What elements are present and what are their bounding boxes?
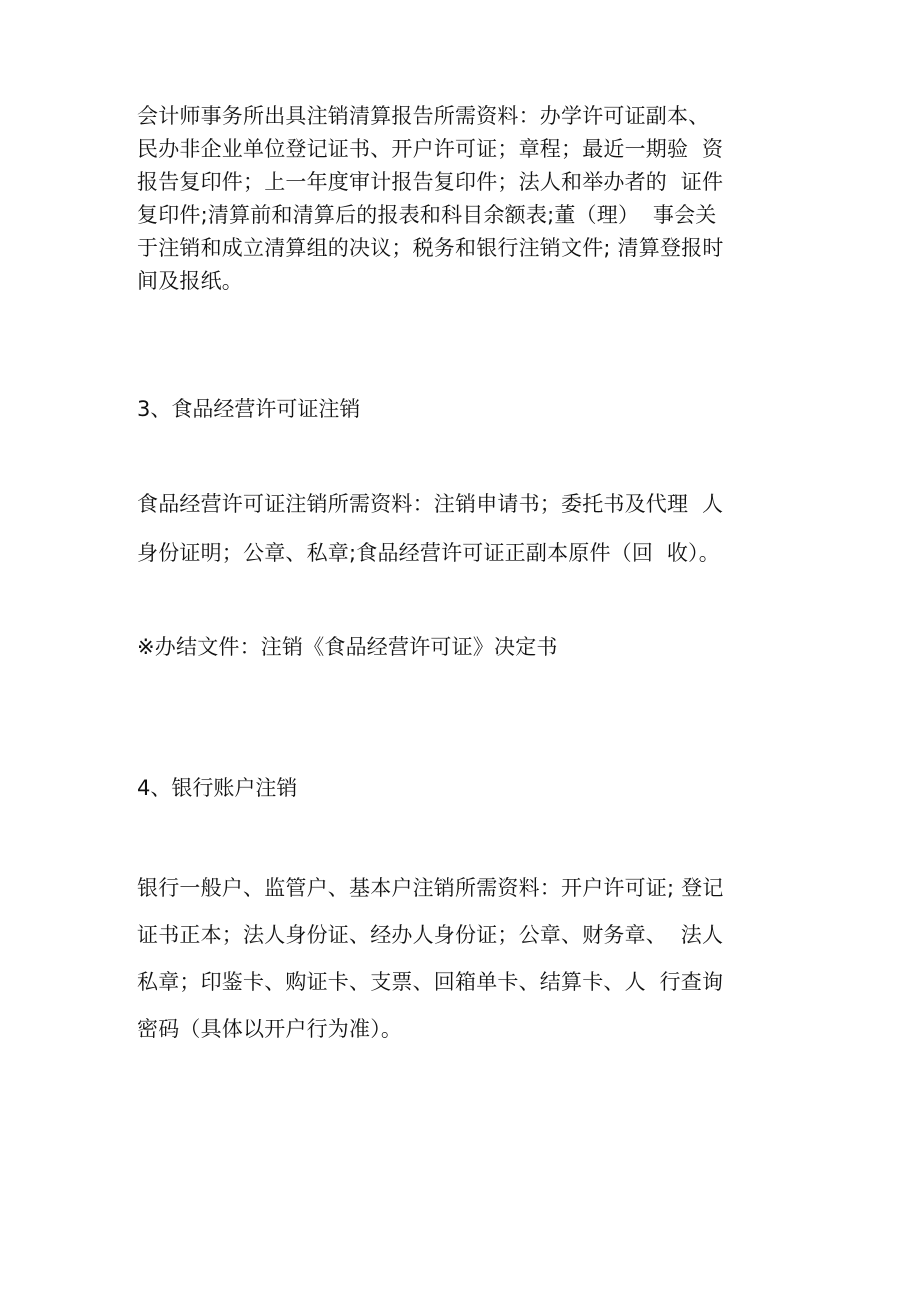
section-3-heading: 3、食品经营许可证注销 <box>137 397 361 421</box>
section-3-note: ※办结文件：注销《食品经营许可证》决定书 <box>137 635 558 659</box>
section-4-paragraph-line-3: 私章；印鉴卡、购证卡、支票、回箱单卡、结算卡、人 行查询 <box>137 970 724 994</box>
paragraph-1-line-3: 报告复印件；上一年度审计报告复印件；法人和举办者的 证件 <box>137 170 724 194</box>
section-4-paragraph-line-1: 银行一般户、监管户、基本户注销所需资料：开户许可证; 登记 <box>137 876 724 900</box>
section-4-paragraph-line-2: 证书正本；法人身份证、经办人身份证；公章、财务章、 法人 <box>137 923 724 947</box>
paragraph-1-line-6: 间及报纸。 <box>137 269 243 293</box>
paragraph-1-line-5: 于注销和成立清算组的决议；税务和银行注销文件; 清算登报时 <box>137 236 724 260</box>
section-3-paragraph-line-1: 食品经营许可证注销所需资料：注销申请书；委托书及代理 人 <box>137 492 724 516</box>
section-4-paragraph-line-4: 密码（具体以开户行为准）。 <box>137 1017 403 1041</box>
paragraph-1-line-2: 民办非企业单位登记证书、开户许可证；章程；最近一期验 资 <box>137 137 724 161</box>
paragraph-1-line-1: 会计师事务所出具注销清算报告所需资料：办学许可证副本、 <box>137 104 710 128</box>
paragraph-1-line-4: 复印件;清算前和清算后的报表和科目余额表;董（理） 事会关 <box>137 203 717 227</box>
section-4-heading: 4、银行账户注销 <box>137 776 298 800</box>
section-3-paragraph-line-2: 身份证明；公章、私章;食品经营许可证正副本原件（回 收）。 <box>137 541 720 565</box>
